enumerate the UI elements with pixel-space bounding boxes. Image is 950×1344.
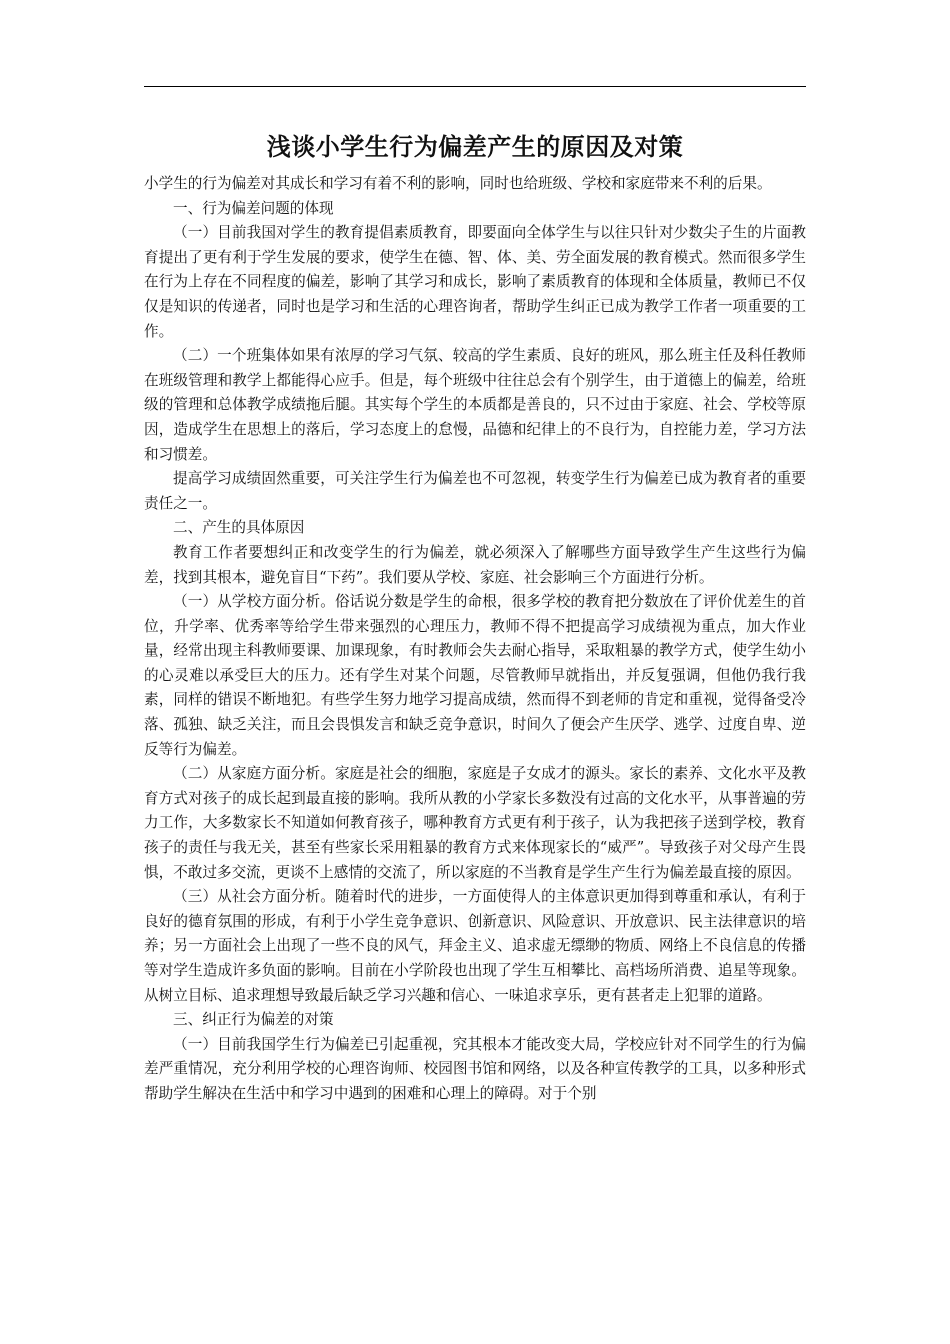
section-heading-3: 三、纠正行为偏差的对策 [173,1011,334,1029]
body-paragraph: （二）从家庭方面分析。家庭是社会的细胞，家庭是子女成才的源头。家长的素养、文化水平及教育方式对孩子的成长起到最直接的影响。我所从教的小学家长多数没有过高的文化水平，从事普遍的劳力工作，大多数家长不知道如何教育孩子，哪种教育方式更有利于孩子，认为我把孩子送到学校，教育孩子的责任与我无关，甚至有些家长采用粗暴的教育方式来体现家长的“威严”。导致孩子对父母产生畏惧，不敢过多交流，更谈不上感情的交流了，所以家庭的不当教育是学生产生行为偏差最直接的原因。 [144,765,806,881]
document-title: 浅谈小学生行为偏差产生的原因及对策 [266,133,684,161]
body-paragraph: （一）从学校方面分析。俗话说分数是学生的命根，很多学校的教育把分数放在了评价优差生的首位，升学率、优秀率等给学生带来强烈的心理压力，教师不得不把提高学习成绩视为重点，加大作业量，经常出现主科教师要课、加课现象，有时教师会失去耐心指导，采取粗暴的教学方式，使学生幼小的心灵难以承受巨大的压力。还有学生对某个问题，尽管教师早就指出，并反复强调，但他仍我行我素，同样的错误不断地犯。有些学生努力地学习提高成绩，然而得不到老师的肯定和重视，觉得备受冷落、孤独、缺乏关注，而且会畏惧发言和缺乏竞争意识，时间久了便会产生厌学、逃学、过度自卑、逆反等行为偏差。 [144,593,806,758]
body-paragraph: （一）目前我国学生行为偏差已引起重视，究其根本才能改变大局，学校应针对不同学生的行为偏差严重情况，充分利用学校的心理咨询师、校园图书馆和网络，以及各种宣传教学的工具，以多种形式帮助学生解决在生活中和学习中遇到的困难和心理上的障碍。对于个别 [144,1035,806,1102]
intro-paragraph: 小学生的行为偏差对其成长和学习有着不利的影响，同时也给班级、学校和家庭带来不利的后果。 [144,175,772,192]
header-rule [144,86,806,87]
body-paragraph: （一）目前我国对学生的教育提倡素质教育，即要面向全体学生与以往只针对少数尖子生的片面教育提出了更有利于学生发展的要求，使学生在德、智、体、美、劳全面发展的教育模式。然而很多学生在行为上存在不同程度的偏差，影响了其学习和成长，影响了素质教育的体现和全体质量，教师已不仅仅是知识的传递者，同时也是学习和生活的心理咨询者，帮助学生纠正已成为教学工作者一项重要的工作。 [144,224,806,340]
body-paragraph: （二）一个班集体如果有浓厚的学习气氛、较高的学生素质、良好的班风，那么班主任及科任教师在班级管理和教学上都能得心应手。但是，每个班级中往往总会有个别学生，由于道德上的偏差，给班级的管理和总体教学成绩拖后腿。其实每个学生的本质都是善良的，只不过由于家庭、社会、学校等原因，造成学生在思想上的落后，学习态度上的怠慢，品德和纪律上的不良行为，自控能力差，学习方法和习惯差。 [144,347,806,463]
section-heading-2: 二、产生的具体原因 [173,519,305,537]
document-body [144,172,806,1107]
section-heading-1: 一、行为偏差问题的体现 [173,199,334,217]
body-paragraph: 提高学习成绩固然重要，可关注学生行为偏差也不可忽视，转变学生行为偏差已成为教育者的重要责任之一。 [144,470,806,512]
body-paragraph: （三）从社会方面分析。随着时代的进步，一方面使得人的主体意识更加得到尊重和承认，有利于良好的德育氛围的形成，有利于小学生竞争意识、创新意识、风险意识、开放意识、民主法律意识的培养；另一方面社会上出现了一些不良的风气，拜金主义、追求虚无缥缈的物质、网络上不良信息的传播等对学生造成许多负面的影响。目前在小学阶段也出现了学生互相攀比、高档场所消费、追星等现象。从树立目标、追求理想导致最后缺乏学习兴趣和信心、一味追求享乐，更有甚者走上犯罪的道路。 [144,888,806,1004]
body-paragraph: 教育工作者要想纠正和改变学生的行为偏差，就必须深入了解哪些方面导致学生产生这些行为偏差，找到其根本，避免盲目“下药”。我们要从学校、家庭、社会影响三个方面进行分析。 [144,543,806,586]
